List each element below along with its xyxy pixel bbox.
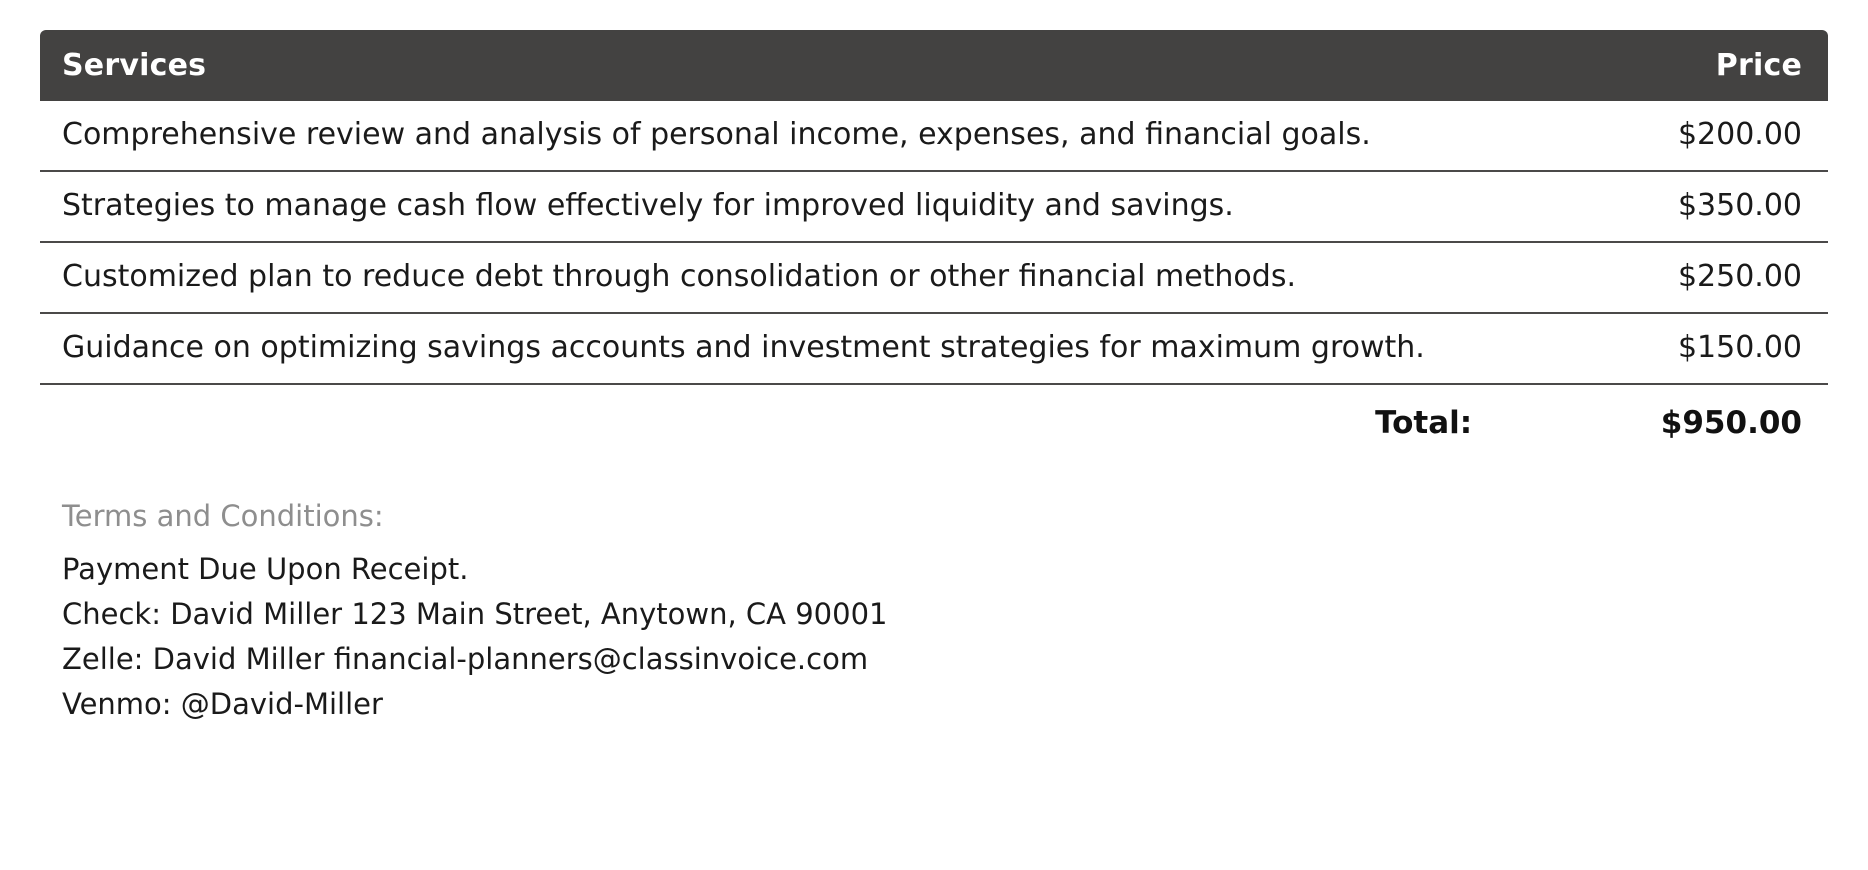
total-value: $950.00 [1660,405,1802,441]
service-description: Comprehensive review and analysis of personal income, expenses, and financial goals. [40,101,1506,171]
table-header-row [40,30,1828,101]
table-body [40,101,1828,384]
terms-line-zelle: Zelle: David Miller financial-planners@classinvoice.com [62,641,869,676]
total-label: Total: [1375,405,1473,441]
table-header [40,30,1828,101]
terms-line-check: Check: David Miller 123 Main Street, Anytown, CA 90001 [62,596,888,631]
services-table [40,30,1828,447]
terms-and-conditions-section [40,499,1828,727]
column-header-price: Price [1506,30,1828,101]
table-row [40,171,1828,242]
table-row [40,242,1828,313]
service-description: Guidance on optimizing savings accounts and investment strategies for maximum growth. [40,313,1506,384]
terms-line-payment: Payment Due Upon Receipt. [62,552,469,586]
service-price: $250.00 [1506,242,1828,313]
terms-title: Terms and Conditions: [62,499,384,533]
table-footer [40,384,1828,447]
service-description: Customized plan to reduce debt through consolidation or other financial methods. [40,242,1506,313]
total-row [40,384,1828,447]
service-price: $350.00 [1506,171,1828,242]
service-price: $150.00 [1506,313,1828,384]
column-header-services: Services [40,30,1506,101]
terms-line-venmo: Venmo: @David-Miller [62,686,383,721]
table-row [40,101,1828,171]
service-price: $200.00 [1506,101,1828,171]
service-description: Strategies to manage cash flow effectively for improved liquidity and savings. [40,171,1506,242]
table-row [40,313,1828,384]
